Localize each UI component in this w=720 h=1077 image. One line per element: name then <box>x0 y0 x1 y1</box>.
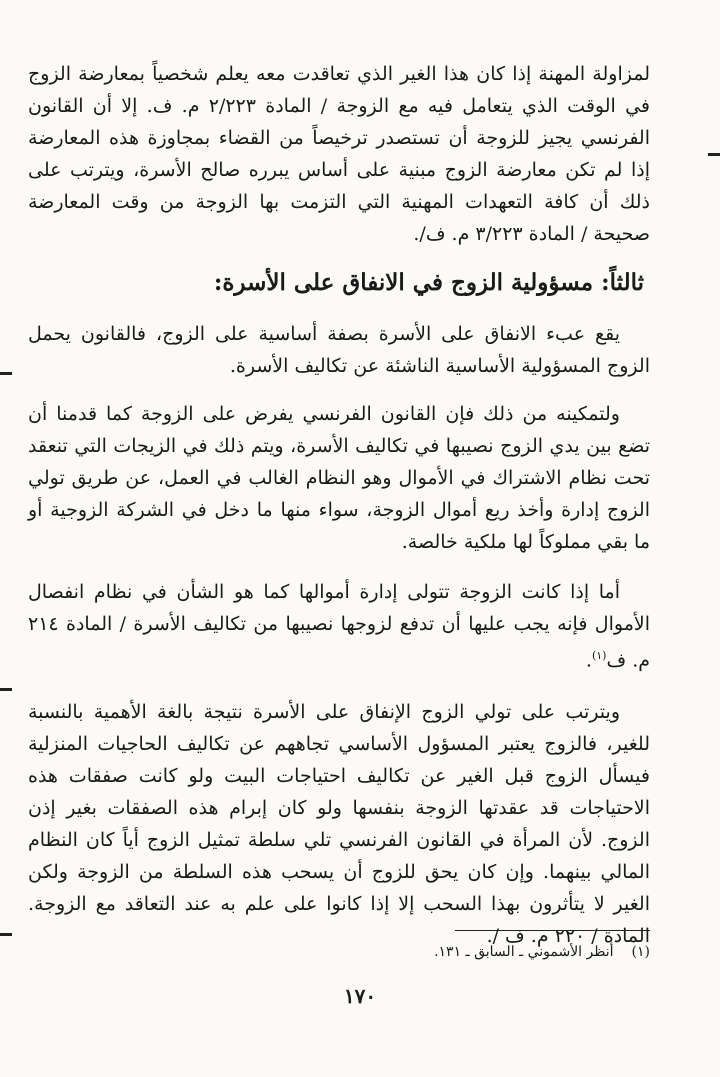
paragraph-4 <box>28 576 650 676</box>
paragraph-4-end: . <box>585 649 592 672</box>
footnote-number: (١) <box>631 944 650 960</box>
paragraph-1: لمزاولة المهنة إذا كان هذا الغير الذي تعاقدت معه يعلم شخصياً بمعارضة الزوج في الوقت الذي يتعامل فيه مع الزوجة / المادة ٢/٢٢٣ م. ف. إلا أن القانون الفرنسي يجيز للزوجة أن تستصدر ترخيصاً من القضاء بمجاوزة هذه المعارضة إذا لم تكن معارضة الزوج مبنية على أساس يبرره صالح الأسرة، ويترتب على ذلك أن كافة التعهدات المهنية التي التزمت بها الزوجة من وقت المعارضة صحيحة / المادة ٣/٢٢٣ م. ف/. <box>28 63 650 245</box>
margin-mark <box>0 933 12 936</box>
paragraph-4-text: أما إذا كانت الزوجة تتولى إدارة أموالها كما هو الشأن في نظام انفصال الأموال فإنه يجب عليها أن تدفع لزوجها نصيبها من تكاليف الأسرة / المادة ٢١٤ م. ف <box>28 581 650 672</box>
margin-mark <box>708 153 720 156</box>
page-body <box>28 58 650 952</box>
page-number: ١٧٠ <box>343 984 377 1008</box>
margin-mark <box>0 372 12 375</box>
footnote-text: أنظر الأشموني ـ السابق ـ ١٣١. <box>434 944 614 960</box>
footnote-divider <box>455 930 650 931</box>
footnote-reference: (١) <box>591 649 607 662</box>
section-heading: ثالثاً: مسؤولية الزوج في الانفاق على الأسرة: <box>213 269 644 296</box>
margin-mark <box>0 688 12 691</box>
footnote <box>434 942 650 962</box>
paragraph-5: ويترتب على تولي الزوج الإنفاق على الأسرة نتيجة بالغة الأهمية بالنسبة للغير، فالزوج يعتبر المسؤول الأساسي تجاههم عن تكاليف الحاجيات المنزلية فيسأل الزوج قبل الغير عن تكاليف احتياجات البيت ولو كانت صفقات هذه الاحتياجات قد عقدتها الزوجة بنفسها ولو كان إبرام هذه الصفقات بغير إذن الزوج. لأن المرأة في القانون الفرنسي تلي سلطة تمثيل الزوج أياً كان النظام المالي بينهما. وإن كان يحق للزوج أن يسحب هذه السلطة من الزوجة ولكن الغير لا يتأثرون بهذا السحب إلا إذا كانوا على علم به عند التعاقد مع الزوجة. المادة / ٢٢٠ م. ف /. <box>28 701 650 948</box>
paragraph-3: ولتمكينه من ذلك فإن القانون الفرنسي يفرض على الزوجة كما قدمنا أن تضع بين يدي الزوج نصيبها في تكاليف الأسرة، ويتم ذلك في الزيجات التي تنعقد تحت نظام الاشتراك في الأموال وهو النظام الغالب في العمل، عن طريق تولي الزوج إدارة وأخذ ريع أموال الزوجة، سواء منها ما دخل في الشركة الزوجية أو ما بقي مملوكاً لها ملكية خالصة. <box>28 403 650 553</box>
paragraph-2: يقع عبء الانفاق على الأسرة بصفة أساسية على الزوج، فالقانون يحمل الزوج المسؤولية الأساسية الناشئة عن تكاليف الأسرة. <box>28 323 650 377</box>
